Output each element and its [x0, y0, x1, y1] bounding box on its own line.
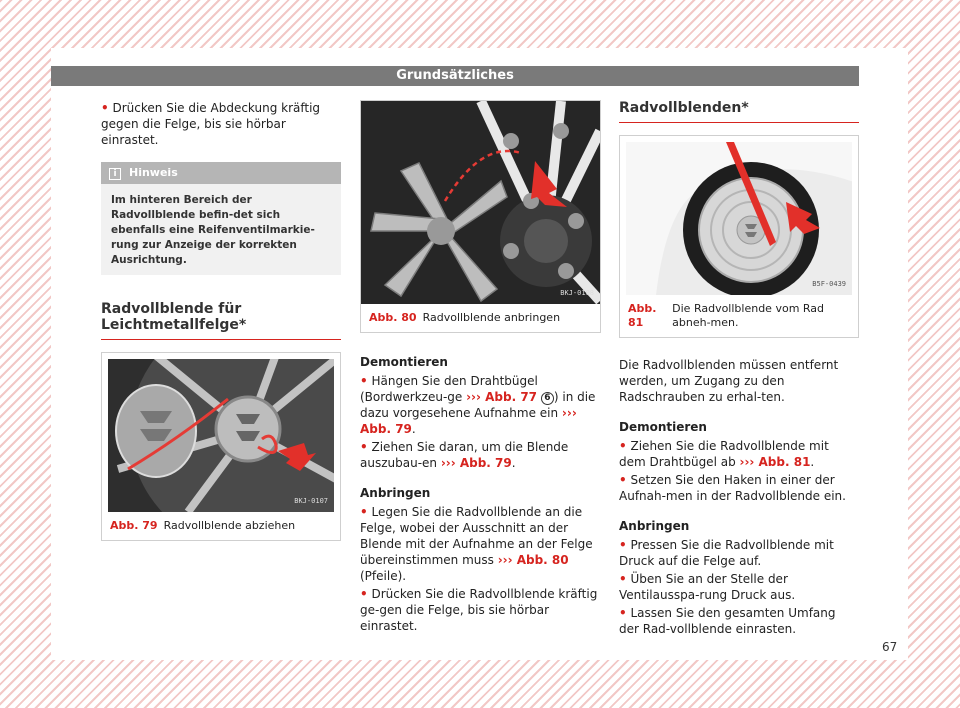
left-column: [101, 100, 341, 541]
page-number: 67: [882, 640, 898, 654]
right-anbringen-heading: Anbringen: [619, 519, 690, 533]
bullet-icon: •: [101, 101, 109, 115]
wheel-cover-removal-image: BKJ-0107: [108, 359, 334, 512]
bullet-icon: •: [360, 440, 368, 454]
ref-abb-79[interactable]: ››› Abb. 79: [360, 406, 577, 436]
bullet-icon: •: [360, 587, 368, 601]
middle-column: [360, 100, 601, 634]
bullet-icon: •: [619, 606, 627, 620]
bullet-icon: •: [360, 374, 368, 388]
bullet-icon: •: [619, 538, 627, 552]
demontieren-bullet-2: • Ziehen Sie daran, um die Blende auszubau-en ››› Abb. 79.: [360, 440, 569, 470]
section-title-leichtmetall: Radvollblende für Leichtmetallfelge*: [101, 301, 341, 340]
bullet-icon: •: [619, 473, 627, 487]
figure-79-caption: Abb. 79 Radvollblende abziehen: [110, 519, 296, 532]
bullet-icon: •: [619, 572, 627, 586]
right-anbringen-bullet-2: • Üben Sie an der Stelle der Ventilausspa-rung Druck aus.: [619, 572, 796, 602]
wheel-cover-mounting-image: BKJ-0108: [361, 101, 600, 304]
figure-80: [360, 100, 601, 333]
demontieren-heading: Demontieren: [360, 355, 448, 369]
intro-bullet: • Drücken Sie die Abdeckung kräftig gegen die Felge, bis sie hörbar einrastet.: [101, 101, 321, 147]
right-anbringen-bullet-1: • Pressen Sie die Radvollblende mit Druck auf die Felge auf.: [619, 538, 834, 568]
right-demontieren-bullet-1: • Ziehen Sie die Radvollblende mit dem Drahtbügel ab ››› Abb. 81.: [619, 439, 829, 469]
hinweis-header: i Hinweis: [101, 162, 341, 184]
bullet-icon: •: [360, 505, 368, 519]
callout-number: 6: [541, 392, 554, 405]
ref-abb-79[interactable]: ››› Abb. 79: [440, 456, 512, 470]
wheel-illustration: [108, 359, 334, 512]
info-icon: i: [109, 168, 121, 180]
ref-abb-81[interactable]: ››› Abb. 81: [739, 455, 811, 469]
anbringen-bullet-2: • Drücken Sie die Radvollblende kräftig ge-gen die Felge, bis sie hörbar einrastet.: [360, 587, 598, 633]
right-column: [619, 100, 859, 637]
ref-abb-77[interactable]: ››› Abb. 77: [466, 390, 538, 404]
wheel-illustration: [626, 142, 852, 295]
hubcap-removal-image: B5F-0439: [626, 142, 852, 295]
page-header: Grundsätzliches: [51, 66, 859, 86]
hinweis-text: Im hinteren Bereich der Radvollblende befin-det sich ebenfalls eine Reifenventilmarkie-rung zur Anzeige der korrekten Ausrichtung.: [111, 194, 315, 266]
wheel-illustration: [361, 101, 600, 304]
right-demontieren-bullet-2: • Setzen Sie den Haken in einer der Aufnah-men in der Radvollblende ein.: [619, 473, 846, 503]
anbringen-bullet-1: • Legen Sie die Radvollblende an die Felge, wobei der Ausschnitt an der Blende mit der Aufnahme an der Felge übereinstimmen muss ››› Abb. 80 (Pfeile).: [360, 505, 593, 583]
demontieren-bullet-1: • Hängen Sie den Drahtbügel (Bordwerkzeu-ge ››› Abb. 77 6 ) in die dazu vorgesehene Aufnahme ein ››› Abb. 79.: [360, 374, 596, 436]
hinweis-box: [101, 162, 341, 275]
ref-abb-80[interactable]: ››› Abb. 80: [497, 553, 569, 567]
bullet-icon: •: [619, 439, 627, 453]
figure-81: [619, 135, 859, 338]
figure-79: [101, 352, 341, 541]
figure-80-caption: Abb. 80 Radvollblende anbringen: [369, 311, 561, 324]
right-intro: Die Radvollblenden müssen entfernt werden, um Zugang zu den Radschrauben zu erhal-ten.: [619, 358, 839, 404]
anbringen-heading: Anbringen: [360, 486, 431, 500]
right-anbringen-bullet-3: • Lassen Sie den gesamten Umfang der Rad-vollblende einrasten.: [619, 606, 836, 636]
right-demontieren-heading: Demontieren: [619, 420, 707, 434]
figure-81-caption: Abb. 81 Die Radvollblende vom Rad abneh-men.: [628, 302, 825, 329]
section-title-radvollblenden: Radvollblenden*: [619, 100, 859, 123]
